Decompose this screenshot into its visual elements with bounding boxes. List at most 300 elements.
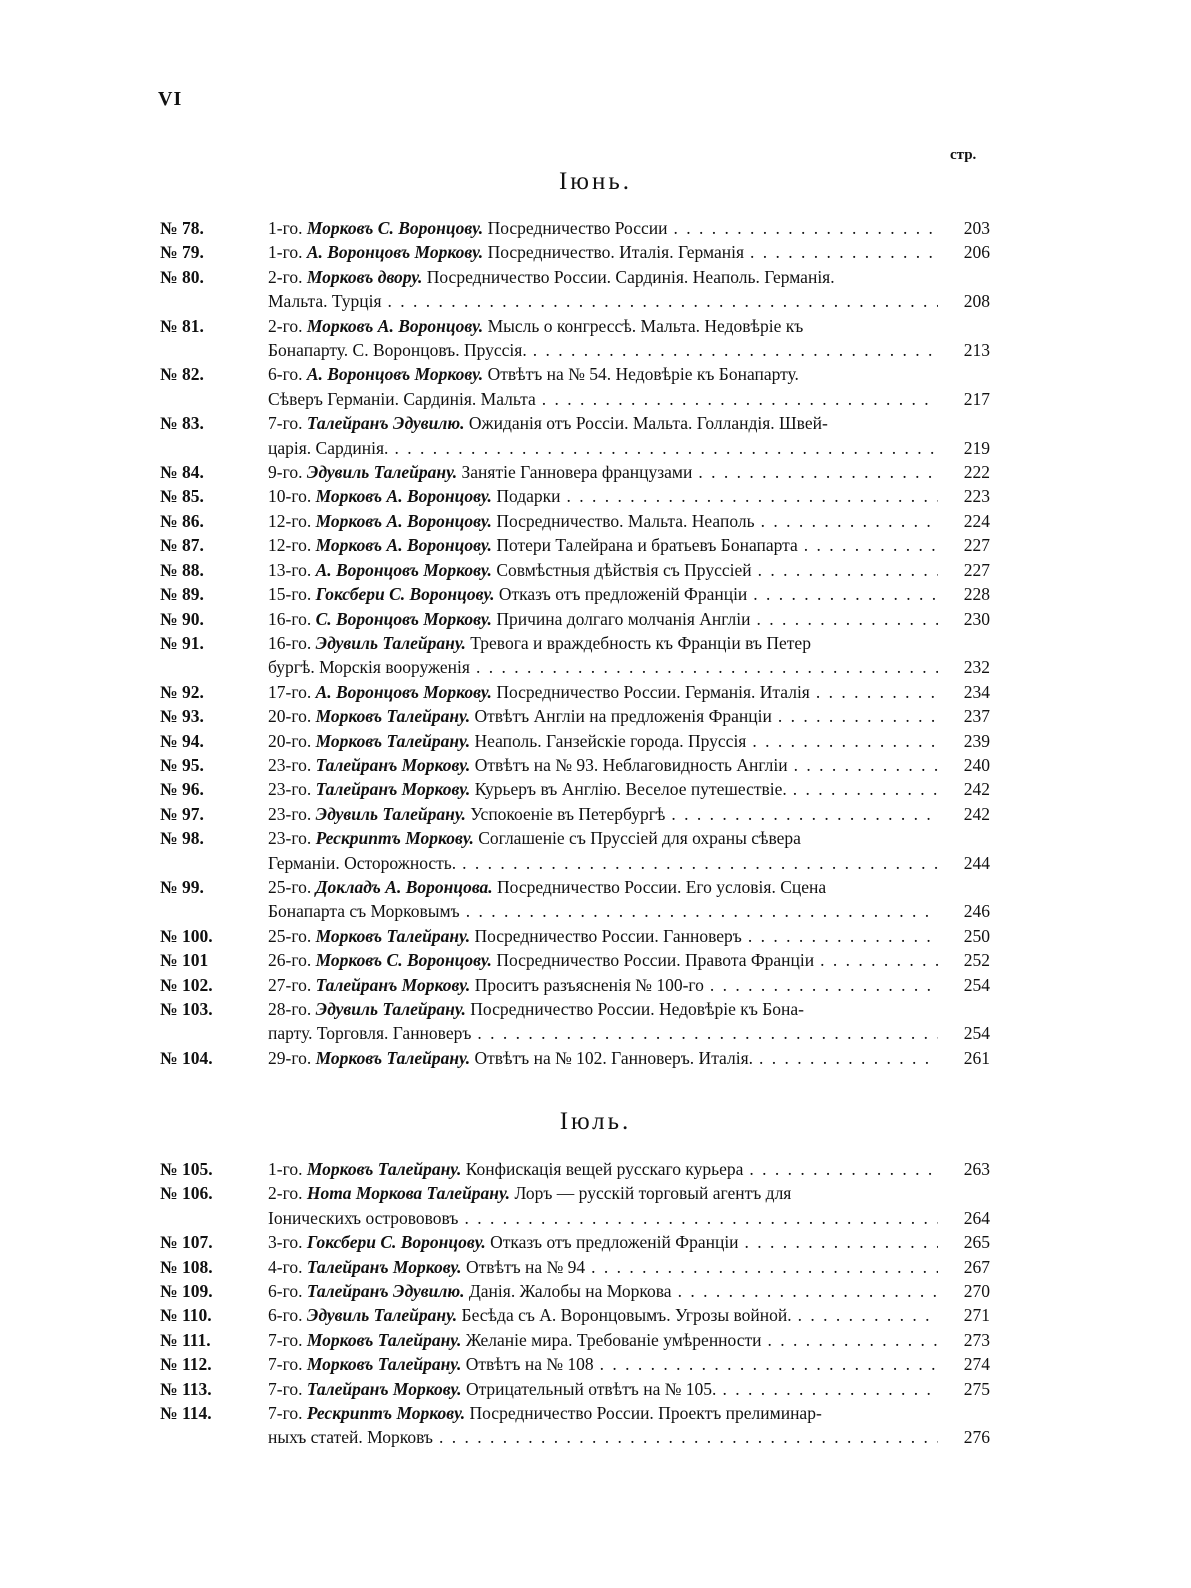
entry-page: 208: [963, 291, 990, 312]
entry-correspondents: А. Воронцовъ Моркову.: [306, 242, 484, 263]
entry-number: [160, 1279, 268, 1303]
entry-description: Посредничество России. Германія. Италія: [496, 681, 810, 702]
entry-body: [268, 1255, 938, 1279]
entry-number-label: № 87.: [160, 535, 204, 556]
toc-entry: [160, 1377, 990, 1401]
entry-number: [160, 509, 268, 533]
entry-number-label: № 103.: [160, 999, 213, 1019]
page-column-label: стр.: [950, 147, 977, 163]
entry-description: Посредничество России: [487, 218, 668, 238]
entry-number-label: № 110.: [160, 1305, 212, 1326]
entry-number-label: № 106.: [160, 1183, 213, 1204]
entry-number-label: № 107.: [160, 1232, 213, 1253]
toc-entry: [160, 948, 990, 972]
entry-number-label: № 108.: [160, 1256, 213, 1277]
toc-entry: [160, 826, 990, 875]
entry-correspondents: Докладъ А. Воронцова.: [315, 876, 493, 897]
entry-number-label: № 78.: [160, 218, 204, 238]
entry-page: 242: [963, 779, 990, 800]
entry-body: [268, 484, 938, 508]
entry-number: [160, 1303, 268, 1327]
entry-description: Ожиданія отъ Россіи. Мальта. Голландія. Швей-: [468, 413, 828, 434]
toc-entry: [160, 1157, 990, 1181]
leader-dots: [762, 1328, 938, 1352]
leader-dots: [388, 436, 938, 460]
entry-number: [160, 607, 268, 631]
leader-dots: [753, 1046, 938, 1070]
leader-dots: [704, 973, 938, 997]
leader-dots: [456, 851, 938, 875]
entry-number: [160, 314, 268, 363]
entry-day: 6-го.: [268, 1305, 303, 1326]
entry-day: 7-го.: [268, 1329, 303, 1350]
entry-description: Неаполь. Ганзейскіе города. Пруссія: [474, 730, 747, 751]
entry-description: Посредничество. Италія. Германія: [487, 242, 744, 263]
entry-correspondents: Морковъ Талейрану.: [315, 925, 471, 946]
entry-day: 26-го.: [268, 950, 312, 971]
entry-number: [160, 1046, 268, 1070]
entry-correspondents: Эдувиль Талейрану.: [306, 462, 458, 483]
entry-day: 2-го.: [268, 266, 303, 287]
entry-number: [160, 875, 268, 924]
leader-dots: [787, 777, 938, 801]
leader-dots: [433, 1425, 938, 1449]
entry-correspondents: Морковъ Талейрану.: [306, 1329, 462, 1350]
entry-number: [160, 948, 268, 972]
entry-number: [160, 582, 268, 606]
entry-number: [160, 753, 268, 777]
entry-number-label: № 80.: [160, 266, 204, 287]
entry-day: 6-го.: [268, 364, 303, 385]
entry-page: 254: [963, 1023, 990, 1044]
leader-dots: [742, 924, 938, 948]
entry-day: 9-го.: [268, 462, 303, 483]
leader-dots: [814, 948, 938, 972]
entry-body: [268, 1230, 938, 1254]
leader-dots: [746, 729, 938, 753]
entry-page: 271: [963, 1305, 990, 1326]
entry-correspondents: Морковъ двору.: [306, 266, 423, 287]
leader-dots: [792, 1303, 938, 1327]
entry-body: [268, 533, 938, 557]
leader-dots: [668, 216, 938, 240]
entry-description: Отвѣтъ на № 54. Недовѣріе къ Бонапарту.: [487, 364, 799, 385]
entry-page: 246: [963, 901, 990, 922]
entry-day: 12-го.: [268, 535, 312, 556]
entry-description: Желаніе мира. Требованіе умѣренности: [465, 1329, 762, 1350]
entry-description: Отказъ отъ предложеній Франціи: [490, 1232, 739, 1253]
entry-day: 6-го.: [268, 1281, 303, 1302]
entry-line: [268, 1255, 938, 1279]
entry-description: Посредничество России. Недовѣріе къ Бона-: [470, 999, 804, 1019]
entry-correspondents: Морковъ Талейрану.: [306, 1354, 462, 1375]
toc-entry: [160, 973, 990, 997]
entry-day: 17-го.: [268, 681, 312, 702]
entry-page: 244: [963, 852, 990, 873]
entry-body: [268, 631, 938, 680]
entry-day: 3-го.: [268, 1232, 303, 1253]
entry-line: [268, 997, 938, 1021]
section-title-june: Іюнь.: [558, 168, 633, 195]
entry-description: царія. Сардинія.: [268, 437, 389, 458]
entry-correspondents: Талейранъ Эдувилю.: [306, 413, 465, 434]
toc-entry: [160, 216, 990, 240]
entry-number-label: № 97.: [160, 803, 204, 824]
entry-line: [268, 753, 938, 777]
leader-dots: [561, 484, 939, 508]
entry-day: 1-го.: [268, 242, 303, 263]
entry-number-label: № 95.: [160, 754, 204, 775]
entry-description: Посредничество России. Сардинія. Неаполь. Германія.: [426, 266, 835, 287]
entry-description: Отвѣтъ на № 93. Неблаговидность Англіи: [474, 754, 788, 775]
entry-page: 252: [963, 950, 990, 971]
entry-description: Посредничество. Мальта. Неаполь: [496, 510, 755, 531]
entry-page: 274: [963, 1354, 990, 1375]
entry-correspondents: Морковъ А. Воронцову.: [315, 535, 492, 556]
entry-line: [268, 1328, 938, 1352]
toc-entry: [160, 240, 990, 264]
entry-number-label: № 112.: [160, 1354, 212, 1375]
entry-body: [268, 314, 938, 363]
leader-dots: [382, 289, 938, 313]
entry-number-label: № 114.: [160, 1403, 212, 1424]
entry-line: [268, 362, 938, 386]
entry-description: Успокоеніе въ Петербургѣ: [470, 803, 666, 824]
toc-entry: [160, 533, 990, 557]
entry-body: [268, 729, 938, 753]
entry-line: [268, 680, 938, 704]
entry-line: [268, 1425, 938, 1449]
entry-correspondents: С. Воронцовъ Моркову.: [315, 608, 492, 629]
entry-line: [268, 558, 938, 582]
entry-description: Отказъ отъ предложеній Франціи: [498, 584, 748, 605]
entry-day: 7-го.: [268, 1354, 303, 1375]
entry-body: [268, 1352, 938, 1376]
entry-day: 2-го.: [268, 315, 303, 336]
page-number: VI: [158, 88, 183, 110]
entry-page: 250: [963, 925, 990, 946]
entry-page: 203: [963, 218, 990, 238]
entry-number-label: № 83.: [160, 413, 204, 434]
entry-body: [268, 1157, 938, 1181]
entry-description: Посредничество России. Правота Франціи: [496, 950, 815, 971]
entry-number-label: № 109.: [160, 1281, 213, 1302]
toc-entry: [160, 1230, 990, 1254]
leader-dots: [751, 607, 938, 631]
entry-description: Посредничество России. Ганноверъ: [474, 925, 742, 946]
entry-correspondents: Эдувиль Талейрану.: [315, 803, 466, 824]
entry-line: [268, 436, 938, 460]
entry-number: [160, 802, 268, 826]
entry-page: 219: [963, 437, 990, 458]
entry-line: [268, 1401, 938, 1425]
entry-number-label: № 100.: [160, 925, 213, 946]
entry-page: 263: [963, 1159, 990, 1179]
entry-description: Посредничество России. Проектъ прелиминар-: [469, 1403, 822, 1424]
entry-day: 27-го.: [268, 974, 312, 995]
entry-number-label: № 90.: [160, 608, 204, 629]
entry-day: 16-го.: [268, 632, 312, 653]
entry-description: Отвѣтъ на № 108: [465, 1354, 594, 1375]
entry-line: [268, 899, 938, 923]
entry-page: 267: [963, 1256, 990, 1277]
entry-body: [268, 680, 938, 704]
entry-number-label: № 79.: [160, 242, 204, 263]
entry-correspondents: Эдувиль Талейрану.: [306, 1305, 458, 1326]
entry-day: 7-го.: [268, 413, 303, 434]
entry-description: ныхъ статей. Морковъ: [268, 1427, 433, 1448]
entry-description: Бесѣда съ А. Воронцовымъ. Угрозы войной.: [461, 1305, 792, 1326]
entry-page: 227: [963, 535, 990, 556]
entry-day: 7-го.: [268, 1378, 303, 1399]
entry-day: 20-го.: [268, 706, 312, 727]
leader-dots: [460, 899, 938, 923]
entry-line: [268, 1181, 938, 1205]
entry-correspondents: Талейранъ Моркову.: [306, 1378, 462, 1399]
entry-correspondents: Морковъ Талейрану.: [315, 706, 471, 727]
entry-number: [160, 1377, 268, 1401]
entry-body: [268, 1401, 938, 1450]
toc-entry: [160, 607, 990, 631]
entry-correspondents: Морковъ С. Воронцову.: [315, 950, 492, 971]
entry-day: 15-го.: [268, 584, 312, 605]
entry-body: [268, 924, 938, 948]
entry-day: 1-го.: [268, 218, 303, 238]
entry-description: Конфискація вещей русскаго курьера: [465, 1159, 744, 1179]
leader-dots: [692, 460, 938, 484]
entry-body: [268, 240, 938, 264]
leader-dots: [755, 509, 938, 533]
entry-body: [268, 509, 938, 533]
entry-day: 23-го.: [268, 803, 312, 824]
toc-entry: [160, 1181, 990, 1230]
entry-body: [268, 607, 938, 631]
entry-body: [268, 558, 938, 582]
entry-correspondents: Талейранъ Моркову.: [315, 754, 471, 775]
entry-day: 20-го.: [268, 730, 312, 751]
entry-line: [268, 216, 938, 240]
entry-number: [160, 265, 268, 314]
leader-dots: [471, 1021, 938, 1045]
entry-correspondents: А. Воронцовъ Моркову.: [306, 364, 484, 385]
entry-number-label: № 82.: [160, 364, 204, 385]
toc-entry: [160, 484, 990, 508]
entry-number: [160, 704, 268, 728]
entry-description: Мысль о конгрессѣ. Мальта. Недовѣріе къ: [487, 315, 804, 336]
entry-day: 25-го.: [268, 876, 312, 897]
entry-page: 213: [963, 340, 990, 361]
toc-entry: [160, 509, 990, 533]
entry-correspondents: Морковъ Талейрану.: [315, 730, 471, 751]
toc-entry: [160, 1279, 990, 1303]
entry-page: 276: [963, 1427, 990, 1448]
entry-line: [268, 314, 938, 338]
entry-page: 206: [963, 242, 990, 263]
entry-correspondents: А. Воронцовъ Моркову.: [315, 559, 492, 580]
toc-entry: [160, 411, 990, 460]
entry-body: [268, 362, 938, 411]
leader-dots: [772, 704, 938, 728]
entry-number: [160, 1255, 268, 1279]
entry-line: [268, 704, 938, 728]
entry-page: 242: [963, 803, 990, 824]
entry-page: 237: [963, 706, 990, 727]
entry-correspondents: Талейранъ Моркову.: [306, 1256, 462, 1277]
entry-description: Отвѣтъ на № 102. Ганноверъ. Италія.: [474, 1047, 754, 1068]
entry-line: [268, 875, 938, 899]
entry-body: [268, 753, 938, 777]
toc-entry: [160, 875, 990, 924]
toc-entry: [160, 704, 990, 728]
entry-line: [268, 973, 938, 997]
entry-correspondents: Эдувиль Талейрану.: [315, 999, 466, 1019]
entry-number-label: № 85.: [160, 486, 204, 507]
entry-line: [268, 924, 938, 948]
entry-number-label: № 89.: [160, 584, 204, 605]
entry-body: [268, 1046, 938, 1070]
entry-page: 240: [963, 754, 990, 775]
entry-number: [160, 240, 268, 264]
entry-number-label: № 86.: [160, 510, 204, 531]
entry-description: Сѣверъ Германіи. Сардинія. Мальта: [268, 388, 536, 409]
entry-description: Соглашеніе съ Пруссіей для охраны сѣвера: [478, 828, 801, 849]
entry-body: [268, 704, 938, 728]
toc-entry: [160, 314, 990, 363]
leader-dots: [739, 1230, 938, 1254]
entry-day: 13-го.: [268, 559, 312, 580]
entry-line: [268, 1046, 938, 1070]
entry-description: Причина долгаго молчанія Англіи: [496, 608, 751, 629]
entry-description: Отвѣтъ Англіи на предложенія Франціи: [474, 706, 772, 727]
entry-page: 264: [963, 1207, 990, 1228]
entry-day: 23-го.: [268, 779, 312, 800]
entry-description: Мальта. Турція: [268, 291, 382, 312]
entry-line: [268, 607, 938, 631]
entry-line: [268, 631, 938, 655]
entry-number-label: № 91.: [160, 632, 204, 653]
entry-correspondents: Эдувиль Талейрану.: [315, 632, 466, 653]
entry-number-label: № 102.: [160, 974, 213, 995]
entry-number: [160, 631, 268, 680]
entry-page: 265: [963, 1232, 990, 1253]
entry-number-label: № 92.: [160, 681, 204, 702]
toc-entry: [160, 753, 990, 777]
entry-description: Отрицательный отвѣтъ на № 105.: [465, 1378, 717, 1399]
leader-dots: [527, 338, 938, 362]
entry-number: [160, 484, 268, 508]
entry-day: 7-го.: [268, 1403, 303, 1424]
entry-description: Іоническихъ островововъ: [268, 1207, 459, 1228]
entry-number: [160, 460, 268, 484]
entry-line: [268, 1230, 938, 1254]
entry-page: 234: [963, 681, 990, 702]
entry-page: 223: [963, 486, 990, 507]
entry-day: 10-го.: [268, 486, 312, 507]
entry-line: [268, 802, 938, 826]
toc-entry: [160, 1328, 990, 1352]
entry-day: 16-го.: [268, 608, 312, 629]
entry-number: [160, 1181, 268, 1230]
toc-entry: [160, 582, 990, 606]
entry-description: Германіи. Осторожность.: [268, 852, 457, 873]
entry-day: 23-го.: [268, 828, 312, 849]
entry-correspondents: Рескриптъ Моркову.: [306, 1403, 466, 1424]
entry-number: [160, 680, 268, 704]
leader-dots: [810, 680, 938, 704]
entry-description: Бонапарта съ Морковымъ: [268, 901, 460, 922]
entry-body: [268, 997, 938, 1046]
entry-line: [268, 240, 938, 264]
entry-number: [160, 729, 268, 753]
entry-day: 25-го.: [268, 925, 312, 946]
entry-line: [268, 826, 938, 850]
entry-body: [268, 411, 938, 460]
entry-line: [268, 1279, 938, 1303]
entry-correspondents: Нота Моркова Талейрану.: [306, 1183, 511, 1204]
entry-number-label: № 94.: [160, 730, 204, 751]
leader-dots: [458, 1206, 938, 1230]
leader-dots: [672, 1279, 938, 1303]
leader-dots: [716, 1377, 938, 1401]
entry-day: 23-го.: [268, 754, 312, 775]
entry-line: [268, 948, 938, 972]
entry-page: 228: [963, 584, 990, 605]
entry-body: [268, 948, 938, 972]
entry-line: [268, 729, 938, 753]
entry-line: [268, 1021, 938, 1045]
entry-description: парту. Торговля. Ганноверъ: [268, 1023, 472, 1044]
leader-dots: [594, 1352, 938, 1376]
toc-entry: [160, 802, 990, 826]
entry-body: [268, 1377, 938, 1401]
entry-description: Занятіе Ганновера французами: [461, 462, 693, 483]
entry-number: [160, 777, 268, 801]
entry-line: [268, 289, 938, 313]
entry-correspondents: Морковъ А. Воронцову.: [315, 510, 492, 531]
entry-number-label: № 98.: [160, 828, 204, 849]
entry-number: [160, 826, 268, 875]
leader-dots: [585, 1255, 938, 1279]
entry-body: [268, 216, 938, 240]
entry-line: [268, 338, 938, 362]
entry-page: 273: [963, 1329, 990, 1350]
toc-entry: [160, 1303, 990, 1327]
entries-july: [160, 1157, 990, 1450]
entry-number: [160, 1157, 268, 1181]
entry-description: Бонапарту. С. Воронцовъ. Пруссія.: [268, 340, 527, 361]
entry-body: [268, 826, 938, 875]
entry-number-label: № 111.: [160, 1329, 211, 1350]
entry-description: Курьеръ въ Англію. Веселое путешествіе.: [474, 779, 787, 800]
entry-correspondents: Талейранъ Моркову.: [315, 974, 471, 995]
entry-number-label: № 104.: [160, 1047, 213, 1068]
entry-number-label: № 105.: [160, 1159, 213, 1179]
entry-body: [268, 802, 938, 826]
entry-body: [268, 1328, 938, 1352]
entry-line: [268, 1377, 938, 1401]
entry-number-label: № 113.: [160, 1378, 212, 1399]
entry-page: 270: [963, 1281, 990, 1302]
entry-line: [268, 533, 938, 557]
toc-entry: [160, 1352, 990, 1376]
entry-number: [160, 1401, 268, 1450]
entries-june: [160, 216, 990, 1070]
entry-page: 224: [963, 510, 990, 531]
entry-day: 29-го.: [268, 1047, 312, 1068]
toc-entry: [160, 680, 990, 704]
leader-dots: [798, 533, 938, 557]
entry-number: [160, 1328, 268, 1352]
